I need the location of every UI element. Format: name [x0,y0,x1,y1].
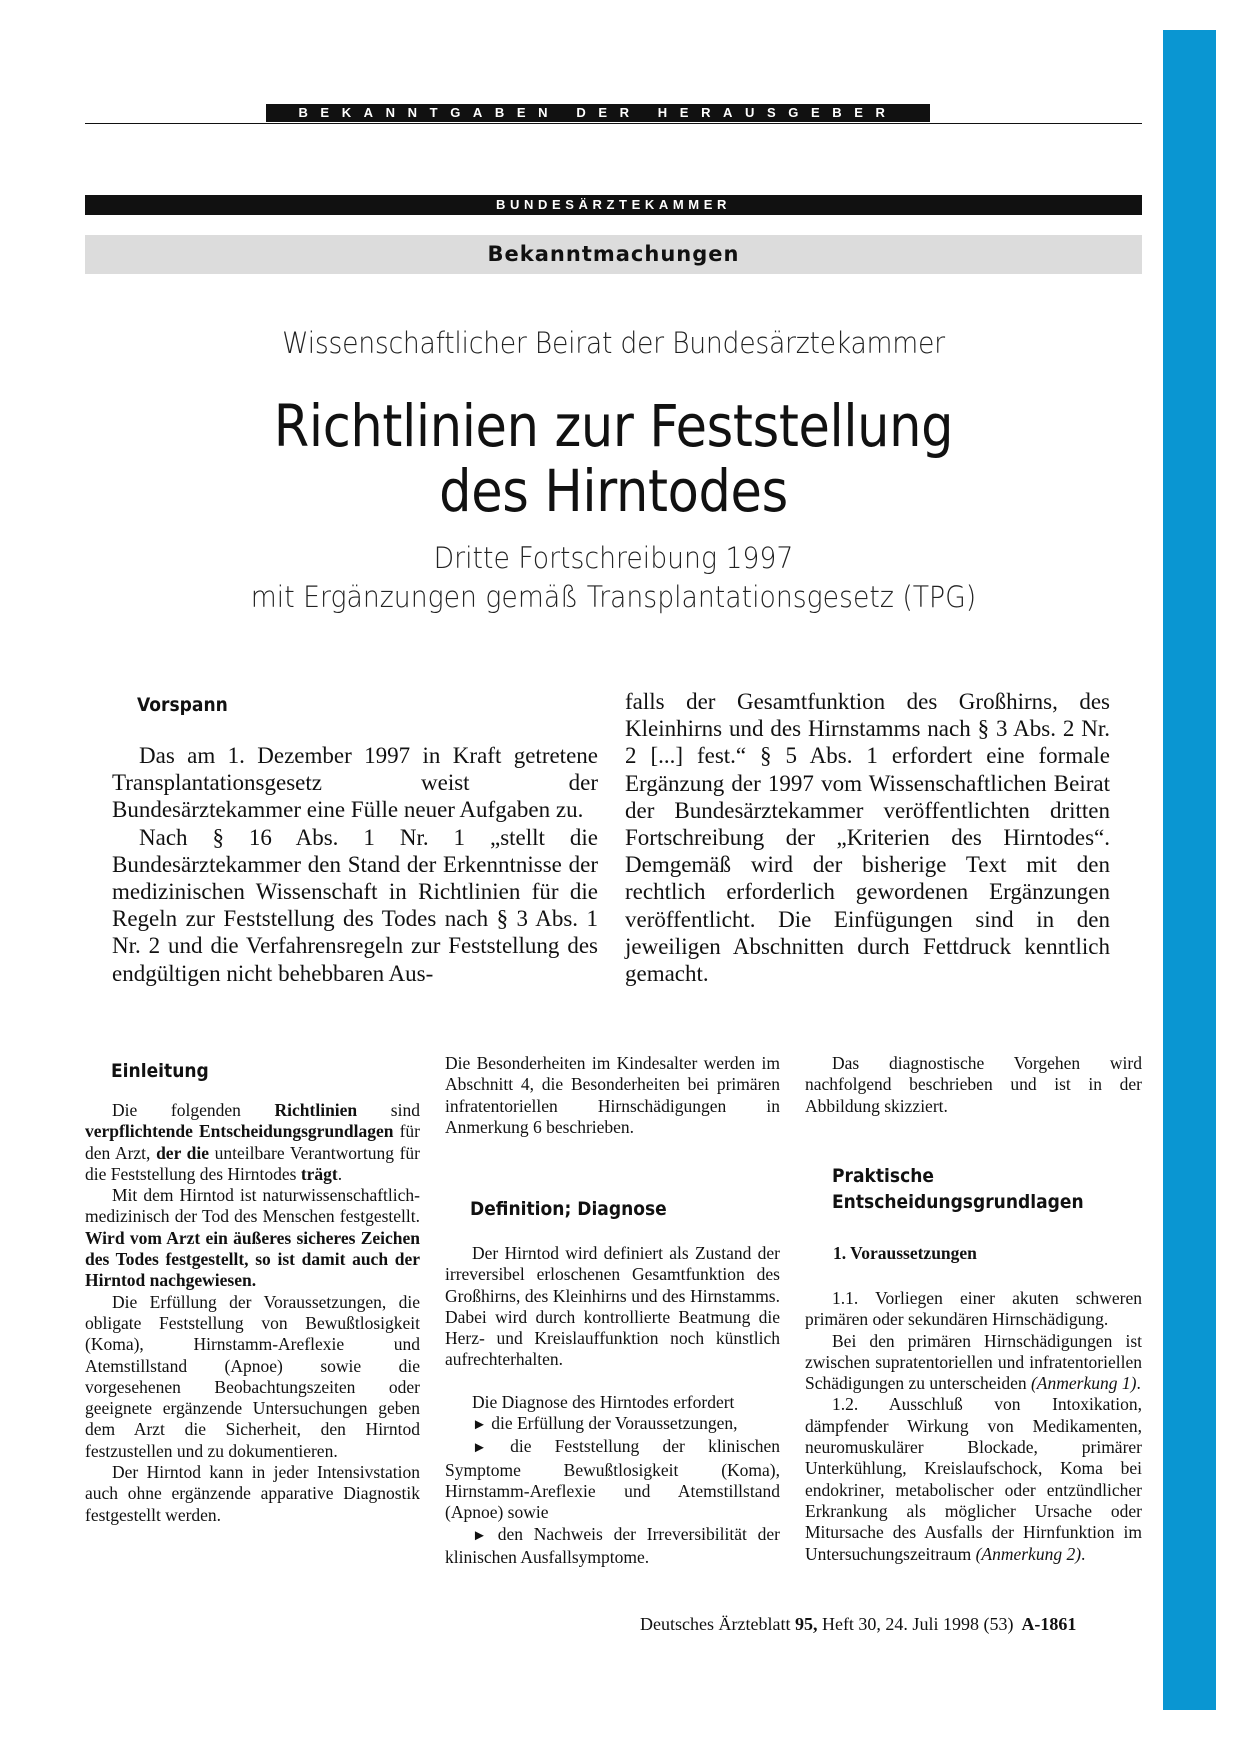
einleitung-paragraph-4: Der Hirntod kann in jeder Intensivstation auch ohne ergänzende apparative Diagnostik festgestellt werden. [85,1462,420,1525]
title-line-2: des Hirntodes [439,457,788,525]
praktische-heading: Praktische Entscheidungsgrundlagen [832,1165,1084,1213]
vorspann-paragraph-2-continued: falls der Gesamtfunktion des Großhirns, des Kleinhirns und des Hirnstamms nach § 3 Abs. 2 Nr. 2 [...] fest.“ § 5 Abs. 1 erfordert eine formale Ergänzung der 1997 vom Wissenschaftlichen Beirat der Bundesärztekammer veröffentlichten dritten Fortschreibung der „Kriterien des Hirntodes“. Demgemäß wird der bisherige Text mit den rechtlich erforderlich gewordenen Ergänzungen veröffentlicht. Die Einfügungen sind in den jeweiligen Abschnitten durch Fettdruck kenntlich gemacht. [625,689,1110,987]
definition-paragraph-1: Der Hirntod wird definiert als Zustand der irreversibel erloschenen Gesamtfunktion des Großhirns, des Kleinhirns und des Hirnstamms. Dabei wird durch kontrollierte Beatmung die Herz- und Kreislauffunktion noch künstlich aufrechterhalten. [445,1243,780,1370]
definition-heading: Definition; Diagnose [470,1198,667,1220]
text-column-3-lower [805,1288,1142,1565]
publisher-line: Wissenschaftlicher Beirat der Bundesärztekammer [282,326,945,360]
text-column-3 [805,1053,1142,1117]
subtitle-line-2: mit Ergänzungen gemäß Transplantationsgesetz (TPG) [250,580,977,614]
text-column-2 [445,1053,780,1138]
einleitung-paragraph-5: Die Besonderheiten im Kindesalter werden im Abschnitt 4, die Besonderheiten bei primären infratentoriellen Hirnschädigungen in Anmerkung 6 beschrieben. [445,1053,780,1137]
vorspann-paragraph-2: Nach § 16 Abs. 1 Nr. 1 „stellt die Bundesärztekammer den Stand der Erkenntnisse der medizinischen Wissenschaft in Richtlinien für die Regeln zur Feststellung des Todes nach § 3 Abs. 1 Nr. 2 und die Verfahrensregeln zur Feststellung des endgültigen nicht behebbaren Aus- [112,824,598,986]
arrow-bullet-icon: ► [472,1527,487,1544]
banner-label: BEKANNTGABEN DER HERAUSGEBER [266,104,930,122]
einleitung-heading: Einleitung [111,1060,209,1082]
subtitle-line-1: Dritte Fortschreibung 1997 [433,541,794,575]
einleitung-paragraph-3: Die Erfüllung der Voraussetzungen, die obligate Feststellung von Bewußtlosigkeit (Koma), Hirnstamm-Areflexie und Atemstillstand (Apnoe) sowie die vorgesehenen Beobachtungszeiten oder geeignete ergänzende Untersuchungen geben dem Arzt die Sicherheit, den Hirntod festzustellen und zu dokumentieren. [85,1291,420,1461]
vorspann-column-1 [112,742,598,987]
vorspann-column-2 [625,688,1110,987]
praktische-paragraph-3: 1.2. Ausschluß von Intoxikation, dämpfender Wirkung von Medikamenten, neuromuskulärer Blockade, primärer Unterkühlung, Kreislaufschock, Koma bei endokriner, metabolischer oder entzündlicher Erkrankung als möglicher Ursache oder Mitursache des Ausfalls der Hirnfunktion im Untersuchungszeitraum (Anmerkung 2). [805,1394,1142,1564]
definition-paragraph-2: Die Diagnose des Hirntodes erfordert [472,1391,735,1412]
definition-bullet-2: ► die Feststellung der klinischen Symptome Bewußtlosigkeit (Koma), Hirnstamm-Areflexie und Atemstillstand (Apnoe) sowie [445,1436,781,1523]
subsection-bar: Bekanntmachungen [85,235,1142,274]
text-column-1 [85,1100,420,1526]
arrow-bullet-icon: ► [472,1440,487,1457]
praktische-paragraph-2: Bei den primären Hirnschädigungen ist zwischen supratentoriellen und infratentoriellen Schädigungen zu unterscheiden (Anmerkung 1). [805,1330,1142,1394]
vorspann-heading: Vorspann [137,694,228,716]
definition-bullet-3: ► den Nachweis der Irreversibilität der klinischen Ausfallsymptome. [445,1523,781,1567]
einleitung-paragraph-1: Die folgenden Richtlinien sind verpflichtende Entscheidungsgrundlagen für den Arzt, der die unteilbare Verantwortung für die Feststellung des Hirntodes trägt. [85,1100,420,1184]
page-number: A-1861 [1021,1614,1077,1634]
top-rule [85,123,1142,124]
footer-citation: Deutsches Ärzteblatt 95, Heft 30, 24. Juli 1998 (53) A-1861 [640,1614,1077,1634]
voraussetzungen-heading: 1. Voraussetzungen [833,1243,977,1263]
arrow-bullet-icon: ► [472,1417,487,1434]
section-bar: BUNDESÄRZTEKAMMER [85,195,1142,215]
einleitung-paragraph-2: Mit dem Hirntod ist naturwissenschaftlich-medizinisch der Tod des Menschen festgestellt. Wird vom Arzt ein äußeres sicheres Zeichen des Todes festgestellt, so ist damit auch der Hirntod nachgewiesen. [85,1185,420,1291]
side-color-bar [1163,30,1216,1710]
definition-bullet-1: ► die Erfüllung der Voraussetzungen, [472,1413,738,1434]
praktische-paragraph-1: 1.1. Vorliegen einer akuten schweren primären oder sekundären Hirnschädigung. [805,1288,1142,1330]
vorspann-paragraph-1: Das am 1. Dezember 1997 in Kraft getretene Transplantationsgesetz weist der Bundesärztekammer eine Fülle neuer Aufgaben zu. [112,743,598,823]
text-column-2-lower [445,1243,780,1568]
title-line-1: Richtlinien zur Feststellung [273,392,954,460]
definition-paragraph-3: Das diagnostische Vorgehen wird nachfolgend beschrieben und ist in der Abbildung skizziert. [805,1053,1142,1116]
